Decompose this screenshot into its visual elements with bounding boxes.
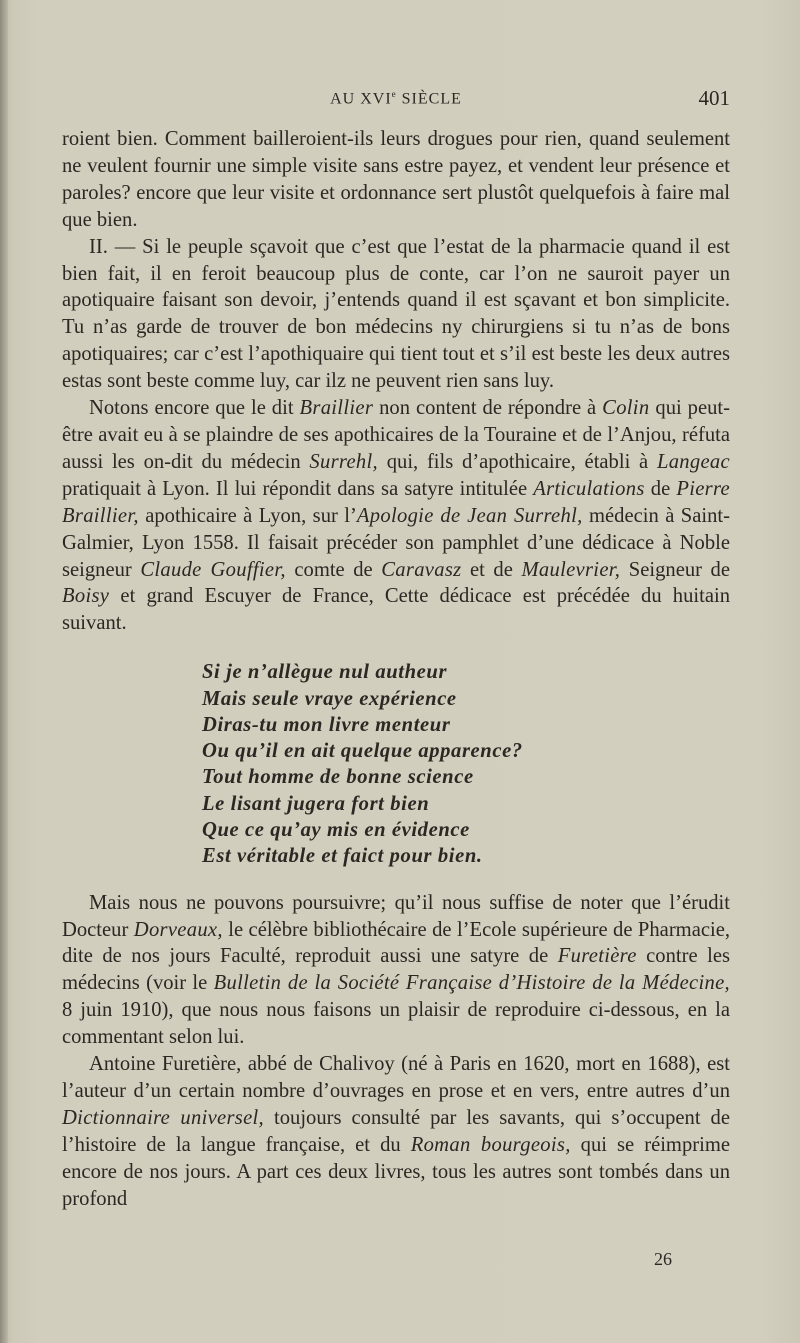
signature-mark: 26 [654, 1249, 672, 1269]
paragraph-3: Notons encore que le dit Braillier non content de répondre à Colin qui peut-être avait eu à se plaindre de ses apothicaires de la Touraine et de l’Anjou, réfuta aussi les on-dit du médecin Surrehl, qui, fils d’apothicaire, établi à Langeac pratiquait à Lyon. Il lui répondit dans sa satyre intitulée Articulations de Pierre Braillier, apothicaire à Lyon, sur l’Apologie de Jean Surrehl, médecin à Saint-Galmier, Lyon 1558. Il faisait précéder son pamphlet d’une dédicace à Noble seigneur Claude Gouffier, comte de Caravasz et de Maulevrier, Seigneur de Boisy et grand Escuyer de France, Cette dédicace est précédée du huitain suivant. [62, 397, 730, 635]
paragraph-2: II. — Si le peuple sçavoit que c’est que l’estat de la pharmacie quand il est bien fait, il en feroit beaucoup plus de conte, car l’on ne sauroit payer un apotiquaire faisant son devoir, j’entends quand il est sçavant et bon simplicite. Tu n’as garde de trouver de bon médecins ny chirurgiens si tu n’as de bons apotiquaires; car c’est l’apothiquaire qui tient tout et s’il est beste les deux autres estas sont beste comme luy, car ilz ne peuvent rien sans luy. [62, 235, 730, 393]
poem-line: Que ce qu’ay mis en évidence [202, 819, 470, 841]
paragraph-1: roient bien. Comment bailleroient-ils leurs drogues pour rien, quand seulement ne veulent fournir une simple visite sans estre payez, et vendent leur présence et paroles? encore que leur visite et ordonnance sert plustôt quelquefois à faire mal que bien. [62, 128, 730, 231]
text-body [62, 126, 730, 1212]
running-title: AU XVIe SIÈCLE [330, 89, 462, 108]
poem-line: Ou qu’il en ait quelque apparence? [202, 740, 523, 763]
running-head [62, 86, 730, 112]
page-number: 401 [698, 86, 730, 110]
paragraph-4: Mais nous ne pouvons poursuivre; qu’il nous suffise de noter que l’érudit Docteur Dorveaux, le célèbre bibliothécaire de l’Ecole supérieure de Pharmacie, dite de nos jours Faculté, reproduit aussi une satyre de Furetière contre les médecins (voir le Bulletin de la Société Française d’Histoire de la Médecine, 8 juin 1910), que nous nous faisons un plaisir de reproduire ci-dessous, en la commentant selon lui. [62, 891, 730, 1049]
poem-line: Le lisant jugera fort bien [202, 792, 430, 815]
paragraph-5: Antoine Furetière, abbé de Chalivoy (né à Paris en 1620, mort en 1688), est l’auteur d’un certain nombre d’ouvrages en prose et en vers, entre autres d’un Dictionnaire universel, toujours consulté par les savants, qui s’occupent de l’histoire de la langue française, et du Roman bourgeois, qui se réimprime encore de nos jours. A part ces deux livres, tous les autres sont tombés dans un profond [62, 1053, 730, 1210]
poem-line: Mais seule vraye expérience [202, 687, 457, 710]
poem-line: Est véritable et faict pour bien. [202, 845, 483, 868]
poem-line: Si je n’allègue nul autheur [202, 661, 448, 684]
huitain-poem [202, 659, 730, 869]
poem-line: Diras-tu mon livre menteur [202, 713, 451, 736]
poem-line: Tout homme de bonne science [202, 766, 474, 789]
page-gutter-edge [0, 0, 8, 1343]
